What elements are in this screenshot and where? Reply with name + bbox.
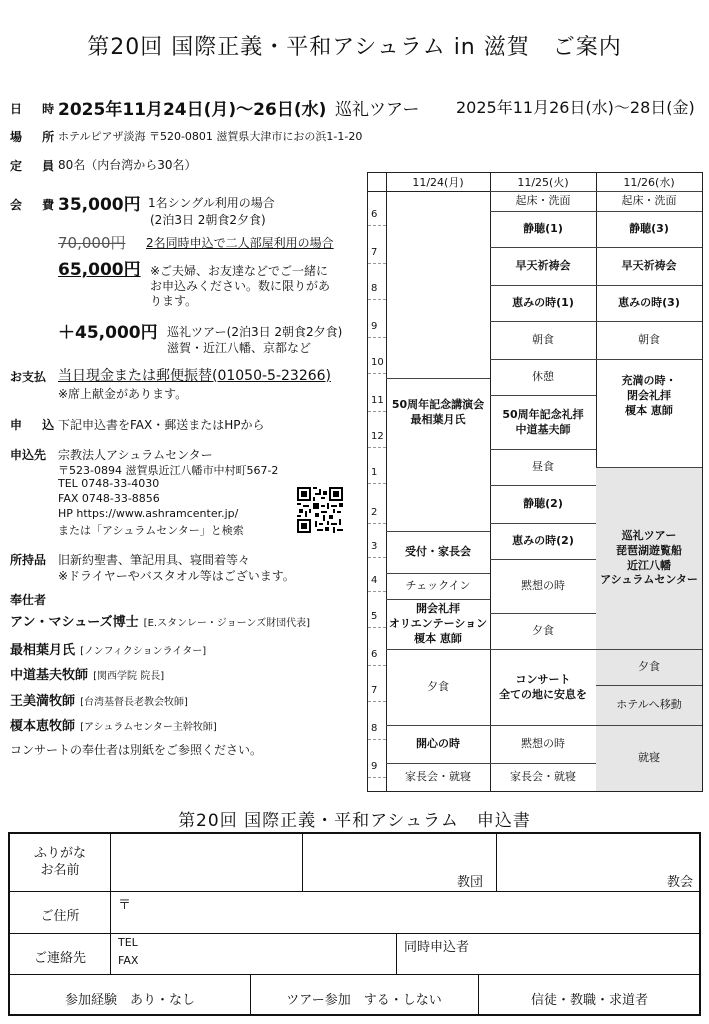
schedule-event: 黙想の時 <box>490 725 596 763</box>
schedule-hour-label: 9 <box>371 321 378 332</box>
contact-label: ご連絡先 <box>33 951 86 966</box>
hour-divider <box>368 263 386 264</box>
hour-divider <box>368 411 386 412</box>
schedule-table <box>367 172 703 792</box>
pay-note: ※席上献金があります。 <box>58 387 188 401</box>
schedule-hour-label: 6 <box>371 649 378 660</box>
schedule-event: 静聴(1) <box>490 211 596 247</box>
companion-field[interactable] <box>396 933 701 974</box>
schedule-event: 50周年記念礼拝 中道基夫師 <box>490 395 596 449</box>
staff-name: 最相葉月氏 <box>10 643 76 658</box>
staff-role: [関西学院 院長] <box>93 671 165 682</box>
fee-old-price: 70,000円 <box>58 234 126 252</box>
schedule-event: 朝食 <box>490 321 596 359</box>
hour-divider <box>368 299 386 300</box>
schedule-hour-label: 6 <box>371 209 378 220</box>
staff-row <box>10 715 217 734</box>
staff-role: [台湾基督長老教会牧師] <box>80 697 188 708</box>
schedule-event: ホテルへ移動 <box>596 685 702 725</box>
schedule-event: 恵みの時(1) <box>490 285 596 321</box>
schedule-hour-label: 4 <box>371 575 378 586</box>
application-form <box>8 832 701 1016</box>
dest-address: 〒523-0894 滋賀県近江八幡市中村町567-2 <box>58 464 279 477</box>
schedule-header-day1: 11/24(月) <box>412 176 464 189</box>
schedule-event: 恵みの時(2) <box>490 523 596 559</box>
furigana-name-field[interactable] <box>110 834 302 891</box>
schedule-event: 夕食 <box>490 613 596 649</box>
staff-label: 奉仕者 <box>10 593 47 607</box>
pay-value: 当日現金または郵便振替(01050-5-23266) <box>58 368 332 384</box>
place-label: 場 所 <box>10 130 63 144</box>
capacity-label: 定 員 <box>10 159 63 173</box>
hour-divider <box>368 373 386 374</box>
schedule-hour-label: 8 <box>371 723 378 734</box>
staff-name: アン・マシューズ博士 <box>10 615 139 630</box>
schedule-event: 巡礼ツアー 琵琶湖遊覧船 近江八幡 アシュラムセンター <box>596 467 702 649</box>
address-field[interactable] <box>110 891 701 933</box>
tour-label: 巡礼ツアー <box>335 100 420 120</box>
schedule-event: 昼食 <box>490 449 596 485</box>
schedule-hour-label: 7 <box>371 685 378 696</box>
schedule-event: 早天祈祷会 <box>490 247 596 285</box>
status-option[interactable]: 信徒・教職・求道者 <box>530 993 648 1008</box>
schedule-event: 朝食 <box>596 321 702 359</box>
hour-divider <box>368 337 386 338</box>
fee-single-desc: 1名シングル利用の場合 <box>148 196 275 210</box>
schedule-event: 起床・洗面 <box>596 191 702 211</box>
dest-hp[interactable]: HP https://www.ashramcenter.jp/ <box>58 507 239 520</box>
dest-name: 宗教法人アシュラムセンター <box>58 448 213 462</box>
name-label: お名前 <box>40 862 80 878</box>
page-title: 第20回 国際正義・平和アシュラム in 滋賀 ご案内 <box>87 35 622 60</box>
schedule-event: 恵みの時(3) <box>596 285 702 321</box>
schedule-hour-label: 1 <box>371 467 378 478</box>
schedule-hour-label: 11 <box>371 395 384 406</box>
schedule-event: 黙想の時 <box>490 559 596 613</box>
tour-option[interactable]: ツアー参加 する・しない <box>286 993 442 1008</box>
schedule-hour-label: 5 <box>371 611 378 622</box>
date-label: 日 時 <box>10 102 63 116</box>
postal-mark: 〒 <box>118 898 132 913</box>
apply-value: 下記申込書をFAX・郵送またはHPから <box>58 418 265 432</box>
tour-value: 2025年11月26日(水)～28日(金) <box>456 98 695 117</box>
hour-divider <box>368 225 386 226</box>
schedule-hour-label: 7 <box>371 247 378 258</box>
schedule-event: 開心の時 <box>386 725 490 763</box>
fax-label: FAX <box>118 954 139 967</box>
schedule-event: 開会礼拝 オリエンテーション 榎本 恵師 <box>386 599 490 649</box>
schedule-event: 早天祈祷会 <box>596 247 702 285</box>
schedule-event: 受付・家長会 <box>386 531 490 573</box>
fee-pair-note2: お申込みください。数に限りがあ <box>150 279 331 293</box>
place-value: ホテルピアザ淡海 〒520-0801 滋賀県大津市におの浜1-1-20 <box>58 130 363 143</box>
dest-label: 申込先 <box>10 448 47 462</box>
qr-code-icon[interactable] <box>297 487 343 533</box>
schedule-event: 家長会・就寝 <box>386 763 490 791</box>
fee-single-price: 35,000円 <box>58 195 141 215</box>
dest-fax: FAX 0748-33-8856 <box>58 492 160 505</box>
fee-pair-price: 65,000円 <box>58 260 141 280</box>
staff-role: [アシュラムセンター主幹牧師] <box>80 722 217 733</box>
contact-field[interactable] <box>110 933 396 974</box>
items-note: ※ドライヤーやバスタオル等はございます。 <box>58 569 295 583</box>
items-value: 旧新約聖書、筆記用具、寝間着等々 <box>58 553 251 567</box>
experience-option[interactable]: 参加経験 あり・なし <box>64 993 195 1008</box>
concert-note: コンサートの奉仕者は別紙をご参照ください。 <box>10 743 263 757</box>
schedule-event: 50周年記念講演会 最相葉月氏 <box>386 378 490 447</box>
schedule-event: 起床・洗面 <box>490 191 596 211</box>
dest-tel: TEL 0748-33-4030 <box>58 477 160 490</box>
fee-pair-note1: ※ご夫婦、お友達などでご一緒に <box>150 264 329 278</box>
schedule-hour-label: 10 <box>371 357 384 368</box>
hour-divider <box>368 483 386 484</box>
schedule-hour-label: 2 <box>371 507 378 518</box>
hour-divider <box>368 627 386 628</box>
church-label: 教会 <box>667 875 694 890</box>
fee-single-sub: (2泊3日 2朝食2夕食) <box>150 213 266 227</box>
schedule-event: 充満の時・ 閉会礼拝 榎本 恵師 <box>596 359 702 433</box>
staff-row <box>10 664 164 683</box>
fee-tour-desc: 巡礼ツアー(2泊3日 2朝食2夕食) <box>167 325 343 339</box>
form-title: 第20回 国際正義・平和アシュラム 申込書 <box>178 811 531 831</box>
hour-divider <box>368 665 386 666</box>
schedule-event: 夕食 <box>386 649 490 725</box>
schedule-header-day3: 11/26(水) <box>623 176 675 189</box>
fee-pair-desc: 2名同時申込で二人部屋利用の場合 <box>146 236 334 250</box>
hour-divider <box>368 739 386 740</box>
staff-role: [E.スタンレー・ジョーンズ財団代表] <box>143 618 311 629</box>
address-label: ご住所 <box>40 909 80 924</box>
date-value: 2025年11月24日(月)～26日(水) <box>58 100 327 120</box>
church-org-label: 教団 <box>457 875 484 890</box>
staff-name: 中道基夫牧師 <box>10 668 89 683</box>
hour-divider <box>368 701 386 702</box>
schedule-hour-label: 3 <box>371 541 378 552</box>
schedule-event: コンサート 全ての地に安息を <box>490 649 596 725</box>
staff-row <box>10 690 188 709</box>
fee-tour-sub: 滋賀・近江八幡、京都など <box>167 341 312 355</box>
schedule-header-day2: 11/25(火) <box>517 176 569 189</box>
furigana-label: ふりがな <box>33 846 86 861</box>
staff-name: 榎本恵牧師 <box>10 719 76 734</box>
pay-label: お支払 <box>10 370 47 384</box>
fee-pair-note3: ります。 <box>150 294 198 308</box>
capacity-value: 80名（内台湾から30名） <box>58 158 197 172</box>
staff-row <box>10 611 310 630</box>
hour-divider <box>368 557 386 558</box>
companion-label: 同時申込者 <box>404 940 470 955</box>
apply-label: 申 込 <box>10 418 63 432</box>
staff-row <box>10 639 206 658</box>
hour-divider <box>368 523 386 524</box>
hour-divider <box>368 591 386 592</box>
schedule-event: 家長会・就寝 <box>490 763 596 791</box>
fee-tour-price: ＋45,000円 <box>58 323 158 343</box>
schedule-event: 就寝 <box>596 725 702 791</box>
schedule-event: 夕食 <box>596 649 702 685</box>
hour-divider <box>368 777 386 778</box>
schedule-hour-label: 9 <box>371 761 378 772</box>
schedule-event: チェックイン <box>386 573 490 599</box>
staff-name: 王美満牧師 <box>10 694 76 709</box>
fee-label: 会 費 <box>10 198 63 212</box>
hour-divider <box>368 447 386 448</box>
schedule-hour-label: 8 <box>371 283 378 294</box>
items-label: 所持品 <box>10 553 47 567</box>
schedule-hour-label: 12 <box>371 431 384 442</box>
schedule-event: 静聴(3) <box>596 211 702 247</box>
tel-label: TEL <box>118 936 138 949</box>
schedule-event: 静聴(2) <box>490 485 596 523</box>
staff-role: [ノンフィクションライター] <box>80 646 207 657</box>
schedule-event: 休憩 <box>490 359 596 395</box>
dest-search: または「アシュラムセンター」と検索 <box>58 524 244 537</box>
